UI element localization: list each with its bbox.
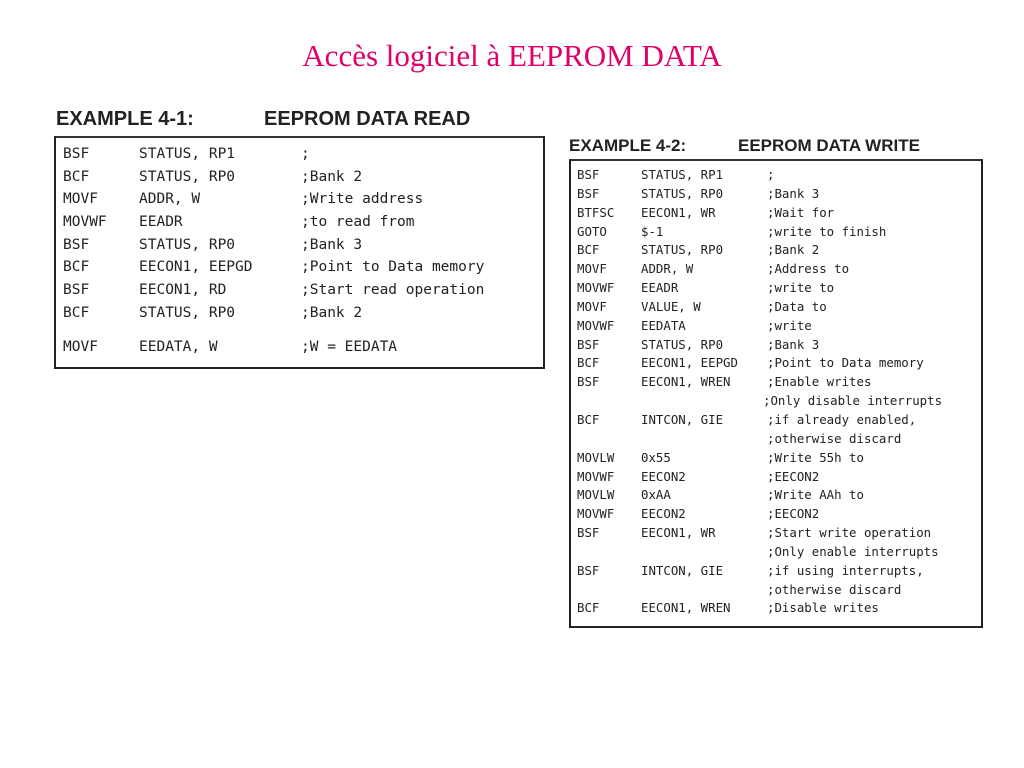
code-comment: ;Disable writes <box>767 600 879 616</box>
code-line <box>577 524 981 543</box>
code-opcode: BCF <box>63 259 90 276</box>
code-comment: ;Wait for <box>767 204 835 220</box>
code-opcode <box>577 392 641 411</box>
code-line <box>577 449 981 468</box>
code-comment: ;write <box>767 317 812 333</box>
code-opcode: BSF <box>577 167 600 182</box>
example-write-number: EXAMPLE 4-2: <box>569 136 687 155</box>
code-operand: 0x55 <box>641 449 671 465</box>
code-comment: ;Start write operation <box>767 525 932 541</box>
code-opcode: BSF <box>577 185 600 201</box>
code-opcode: BCF <box>577 600 600 616</box>
code-opcode: BCF <box>577 242 600 258</box>
code-line <box>577 486 981 505</box>
code-operand: EECON1, WR <box>641 525 716 541</box>
code-line <box>577 392 981 411</box>
code-comment: ;Data to <box>767 298 827 314</box>
example-read-heading <box>56 108 470 131</box>
code-operand <box>641 543 767 562</box>
code-line <box>577 185 981 204</box>
code-line <box>577 166 981 185</box>
code-comment: ;Only disable interrupts <box>763 393 943 409</box>
code-operand: EECON2 <box>641 506 686 522</box>
code-opcode: MOVF <box>63 191 98 208</box>
code-opcode: BCF <box>577 411 600 427</box>
code-opcode: MOVWF <box>577 468 615 484</box>
code-opcode: BSF <box>63 146 90 162</box>
slide-title: Accès logiciel à EEPROM DATA <box>302 38 722 73</box>
code-comment: ;Bank 3 <box>767 336 820 352</box>
code-comment: ;otherwise discard <box>767 581 902 597</box>
code-operand: EECON1, WR <box>641 204 716 220</box>
code-operand: STATUS, RP0 <box>139 304 236 321</box>
code-comment: ;if already enabled, <box>767 411 917 427</box>
code-line <box>577 336 981 355</box>
code-operand: STATUS, RP0 <box>641 336 724 352</box>
code-comment: ;Write AAh to <box>767 487 864 503</box>
code-opcode: BTFSC <box>577 204 615 220</box>
code-line <box>63 166 543 189</box>
code-comment: ;W = EEDATA <box>301 338 398 355</box>
code-line <box>63 234 543 257</box>
code-operand: INTCON, GIE <box>641 562 724 578</box>
code-opcode: BSF <box>63 236 90 253</box>
code-opcode: MOVWF <box>63 214 107 231</box>
code-comment: ;Bank 3 <box>301 236 363 253</box>
code-operand: EEDATA, W <box>139 338 218 355</box>
code-comment: ;Write address <box>301 191 424 208</box>
code-operand <box>641 430 767 449</box>
example-write-title: EEPROM DATA WRITE <box>738 136 920 155</box>
code-opcode <box>577 581 641 600</box>
code-line <box>577 505 981 524</box>
code-line <box>63 279 543 302</box>
code-opcode: MOVWF <box>577 506 615 522</box>
code-opcode: BSF <box>577 525 600 541</box>
code-comment: ;if using interrupts, <box>767 562 924 578</box>
example-write-code-box <box>569 159 983 628</box>
example-read-title: EEPROM DATA READ <box>264 108 471 130</box>
code-line <box>577 411 981 430</box>
code-line <box>63 256 543 279</box>
code-operand: $-1 <box>641 223 664 239</box>
code-operand: ADDR, W <box>139 191 201 208</box>
code-line <box>63 188 543 211</box>
code-line <box>63 302 543 325</box>
code-line <box>577 581 981 600</box>
code-comment: ;EECON2 <box>767 468 820 484</box>
code-line <box>577 354 981 373</box>
code-operand: ADDR, W <box>641 261 694 277</box>
code-operand: EEDATA <box>641 317 686 333</box>
code-line <box>577 241 981 260</box>
code-line <box>577 430 981 449</box>
code-operand: INTCON, GIE <box>641 411 724 427</box>
example-read-number: EXAMPLE 4-1: <box>56 108 194 130</box>
code-line <box>577 373 981 392</box>
code-comment: ; <box>301 146 310 162</box>
code-opcode: MOVWF <box>577 280 615 296</box>
code-operand: EECON2 <box>641 468 686 484</box>
code-comment: ;Address to <box>767 261 850 277</box>
code-operand: STATUS, RP0 <box>139 236 236 253</box>
code-operand: EECON1, WREN <box>641 374 731 390</box>
code-opcode: BSF <box>63 282 90 299</box>
code-opcode: BCF <box>63 304 90 321</box>
code-comment: ;Write 55h to <box>767 449 864 465</box>
code-comment: ;Point to Data memory <box>767 355 924 371</box>
code-comment: ;Enable writes <box>767 374 872 390</box>
code-comment: ;Bank 2 <box>301 304 363 321</box>
code-line <box>577 599 981 618</box>
code-operand: EECON1, RD <box>139 282 227 299</box>
code-line <box>63 211 543 234</box>
code-operand: EEADR <box>641 280 679 296</box>
code-opcode: BSF <box>577 336 600 352</box>
code-line <box>577 562 981 581</box>
code-opcode: MOVLW <box>577 487 615 503</box>
code-opcode: BSF <box>577 374 600 390</box>
code-opcode: MOVWF <box>577 317 615 333</box>
code-operand: STATUS, RP0 <box>641 242 724 258</box>
code-comment: ;Point to Data memory <box>301 259 485 276</box>
code-line <box>577 279 981 298</box>
code-opcode: GOTO <box>577 223 607 239</box>
code-comment: ;Only enable interrupts <box>767 543 939 559</box>
code-opcode <box>577 543 641 562</box>
code-opcode: MOVLW <box>577 449 615 465</box>
code-operand <box>641 392 767 411</box>
code-operand: EECON1, EEPGD <box>139 259 253 276</box>
code-operand: STATUS, RP0 <box>641 185 724 201</box>
code-operand: STATUS, RP0 <box>139 168 236 185</box>
code-comment: ; <box>767 167 775 182</box>
code-comment: ;Bank 2 <box>767 242 820 258</box>
code-line <box>63 336 543 359</box>
code-operand: EECON1, WREN <box>641 600 731 616</box>
code-line <box>577 317 981 336</box>
code-comment: ;otherwise discard <box>767 430 902 446</box>
code-line <box>577 223 981 242</box>
code-operand: VALUE, W <box>641 298 701 314</box>
code-line <box>577 468 981 487</box>
code-operand: 0xAA <box>641 487 671 503</box>
code-opcode: BCF <box>63 168 90 185</box>
code-line <box>577 204 981 223</box>
code-operand: STATUS, RP1 <box>139 146 236 162</box>
code-line <box>63 143 543 166</box>
example-write-heading <box>569 136 920 156</box>
code-comment: ;Bank 3 <box>767 185 820 201</box>
code-opcode: BCF <box>577 355 600 371</box>
code-opcode: MOVF <box>577 298 607 314</box>
code-operand: EECON1, EEPGD <box>641 355 738 371</box>
code-comment: ;to read from <box>301 214 415 231</box>
code-line <box>577 543 981 562</box>
code-comment: ;Bank 2 <box>301 168 363 185</box>
code-opcode: MOVF <box>63 338 98 355</box>
code-operand: EEADR <box>139 214 183 231</box>
code-comment: ;write to finish <box>767 223 887 239</box>
code-comment: ;EECON2 <box>767 506 820 522</box>
code-comment: ;Start read operation <box>301 282 485 299</box>
code-operand <box>641 581 767 600</box>
code-line <box>577 298 981 317</box>
code-opcode: BSF <box>577 562 600 578</box>
code-comment: ;write to <box>767 280 835 296</box>
code-opcode: MOVF <box>577 261 607 277</box>
code-operand: STATUS, RP1 <box>641 167 724 182</box>
example-read-code-box <box>54 136 545 369</box>
code-line <box>577 260 981 279</box>
code-opcode <box>577 430 641 449</box>
